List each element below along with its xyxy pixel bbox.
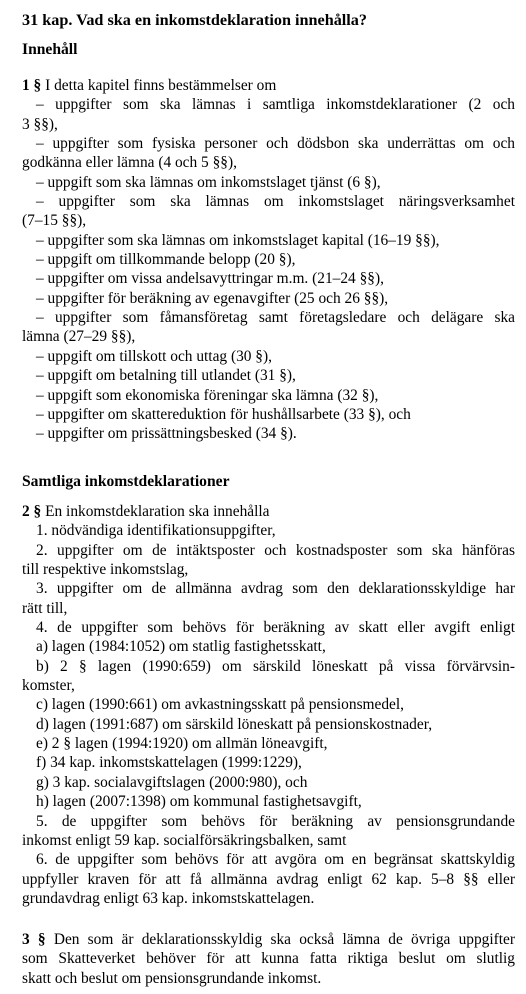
section-1 [22, 76, 515, 444]
section-1-line: – uppgifter som fysiska personer och dödsbon ska underrättas om och [36, 135, 515, 153]
section-1-line: – uppgifter som ska lämnas om inkomstslaget näringsverksamhet [36, 193, 515, 211]
section-1-line: – uppgifter om vissa andelsavyttringar m.m. (21–24 §§), [36, 270, 384, 288]
section-2-line: inkomst enligt 59 kap. socialförsäkringsbalken, samt [22, 831, 347, 849]
section-2-line: d) lagen (1991:687) om särskild löneskatt på pensionskostnader, [36, 715, 433, 733]
section-2-line: c) lagen (1990:661) om avkastningsskatt på pensionsmedel, [36, 696, 405, 714]
section-1-line: – uppgifter för beräkning av egenavgifter (25 och 26 §§), [36, 289, 389, 307]
section-2-line: f) 34 kap. inkomstskattelagen (1999:1229), [36, 754, 302, 772]
section-mark: 2 § [22, 503, 42, 520]
section-2-line: h) lagen (2007:1398) om kommunal fastighetsavgift, [36, 793, 362, 811]
section-2 [22, 502, 515, 908]
section-2-line: b) 2 § lagen (1990:659) om särskild löneskatt på vissa förvärvsin- [36, 657, 515, 675]
section-1-line: – uppgift om betalning till utlandet (31 §), [36, 367, 296, 385]
section-2-line: komster, [22, 677, 75, 695]
section-1-line: – uppgift som ekonomiska föreningar ska lämna (32 §), [36, 386, 379, 404]
section-2-line: g) 3 kap. socialavgiftslagen (2000:980), och [36, 773, 308, 791]
samtliga-heading: Samtliga inkomstdeklarationer [22, 473, 230, 490]
section-1-line: (7–15 §§), [22, 212, 87, 230]
section-2-line: e) 2 § lagen (1994:1920) om allmän löneavgift, [36, 735, 328, 753]
section-2-line: 3. uppgifter om de allmänna avdrag som den deklarationsskyldige har [36, 580, 515, 598]
section-3-line: skatt och beslut om pensionsgrundande inkomst. [22, 969, 322, 987]
section-1-line: – uppgift om tillkommande belopp (20 §), [36, 251, 296, 269]
section-2-line: 6. de uppgifter som behövs för att avgöra om en begränsat skattskyldig [36, 851, 515, 869]
section-2-line: 1. nödvändiga identifikationsuppgifter, [36, 522, 276, 540]
section-2-line: 4. de uppgifter som behövs för beräkning av skatt eller avgift enligt [36, 619, 515, 637]
section-1-line: – uppgifter om prissättningsbesked (34 §). [36, 425, 297, 443]
contents-heading: Innehåll [22, 41, 78, 58]
section-2-line: rätt till, [22, 599, 68, 617]
section-2-line: grundavdrag enligt 63 kap. inkomstskattelagen. [22, 889, 315, 907]
section-3-line: 3 § Den som är deklarationsskyldig ska också lämna de övriga uppgifter [22, 931, 515, 948]
section-2-line: a) lagen (1984:1052) om statlig fastighetsskatt, [36, 638, 326, 656]
section-3 [22, 930, 515, 988]
section-1-line: – uppgifter som ska lämnas om inkomstslaget kapital (16–19 §§), [36, 231, 440, 249]
section-1-line: – uppgifter som fåmansföretag samt företagsledare och delägare ska [36, 309, 515, 327]
section-1-line: – uppgifter om skattereduktion för hushållsarbete (33 §), och [36, 405, 411, 423]
section-3-line: som Skatteverket behöver för att kunna fatta riktiga beslut om slutlig [22, 950, 515, 968]
section-2-line: 2. uppgifter om de intäktsposter och kostnadsposter som ska hänföras [36, 541, 515, 559]
section-2-line: 2 § En inkomstdeklaration ska innehålla [22, 503, 270, 520]
section-1-line: godkänna eller lämna (4 och 5 §§), [22, 154, 237, 172]
chapter-title: 31 kap. Vad ska en inkomstdeklaration innehålla? [22, 11, 367, 29]
section-mark: 1 § [22, 77, 42, 94]
section-2-line: till respektive inkomstslag, [22, 561, 189, 579]
section-1-line: – uppgifter som ska lämnas i samtliga inkomstdeklarationer (2 och [36, 96, 515, 114]
section-1-line: lämna (27–29 §§), [22, 328, 136, 346]
section-2-line: uppfyller kraven för att få allmänna avdrag enligt 62 kap. 5–8 §§ eller [22, 870, 515, 888]
section-mark: 3 § [22, 931, 46, 948]
section-2-line: 5. de uppgifter som behövs för beräkning av pensionsgrundande [36, 812, 515, 830]
section-1-line: – uppgift om tillskott och uttag (30 §), [36, 347, 272, 365]
section-1-line: – uppgift som ska lämnas om inkomstslaget tjänst (6 §), [36, 173, 381, 191]
section-1-line: 3 §§), [22, 115, 58, 133]
section-1-line: 1 § I detta kapitel finns bestämmelser om [22, 77, 277, 94]
